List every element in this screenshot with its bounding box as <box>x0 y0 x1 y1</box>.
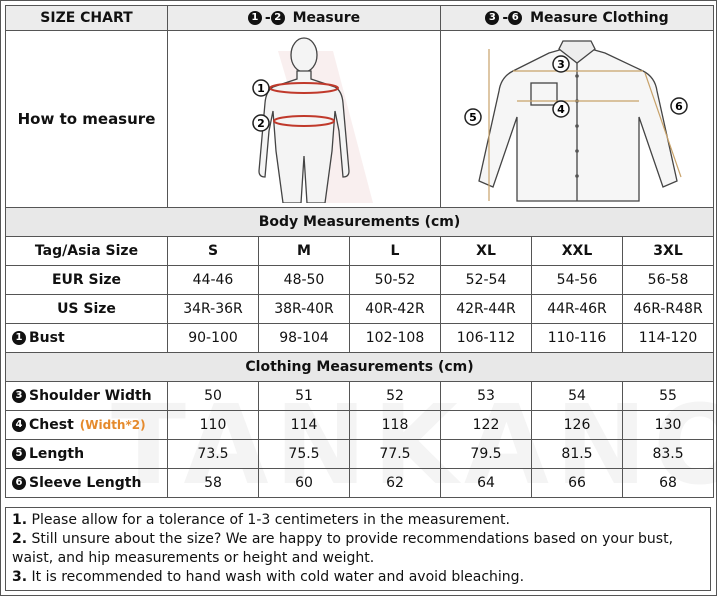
table-row <box>6 382 714 411</box>
row-label-bust <box>6 324 168 353</box>
table-cell: 42R-44R <box>441 295 532 324</box>
table-cell: 55 <box>623 382 714 411</box>
shirt-figure <box>441 31 714 203</box>
marker-3: 3 <box>12 389 26 403</box>
table-cell: 38R-40R <box>259 295 350 324</box>
notes-box <box>5 507 711 591</box>
table-cell: 52 <box>350 382 441 411</box>
table-cell: 64 <box>441 469 532 498</box>
shirt-figure-cell <box>441 31 714 208</box>
marker-6: 6 <box>12 476 26 490</box>
row-label-chest <box>6 411 168 440</box>
table-cell: 73.5 <box>168 440 259 469</box>
marker-1: 1 <box>12 331 26 345</box>
table-cell: 62 <box>350 469 441 498</box>
table-cell: 48-50 <box>259 266 350 295</box>
table-cell: 122 <box>441 411 532 440</box>
row-label-sleeve <box>6 469 168 498</box>
table-cell: 90-100 <box>168 324 259 353</box>
shirt-marker-3: 3 <box>557 58 565 71</box>
note-1: 1. Please allow for a tolerance of 1-3 centimeters in the measurement. <box>12 512 510 528</box>
table-row <box>6 266 714 295</box>
dash: - <box>264 10 271 26</box>
row-label-eur: EUR Size <box>6 266 168 295</box>
measure-header <box>168 6 441 31</box>
size-l: L <box>350 237 441 266</box>
how-to-measure-label: How to measure <box>6 31 168 208</box>
table-cell: 114 <box>259 411 350 440</box>
table-row <box>6 469 714 498</box>
table-cell: 114-120 <box>623 324 714 353</box>
table-cell: 40R-42R <box>350 295 441 324</box>
size-row <box>6 237 714 266</box>
row-label-shoulder <box>6 382 168 411</box>
table-cell: 83.5 <box>623 440 714 469</box>
table-row <box>6 295 714 324</box>
table-cell: 110 <box>168 411 259 440</box>
measure-clothing-label: Measure Clothing <box>530 10 669 26</box>
table-cell: 44R-46R <box>532 295 623 324</box>
size-3xl: 3XL <box>623 237 714 266</box>
marker-6: 6 <box>508 11 522 25</box>
table-cell: 44-46 <box>168 266 259 295</box>
dash: - <box>502 10 509 26</box>
shirt-marker-4: 4 <box>557 103 565 116</box>
table-cell: 106-112 <box>441 324 532 353</box>
table-cell: 50 <box>168 382 259 411</box>
body-figure-cell <box>168 31 441 208</box>
table-cell: 81.5 <box>532 440 623 469</box>
row-label-us: US Size <box>6 295 168 324</box>
table-cell: 68 <box>623 469 714 498</box>
table-cell: 75.5 <box>259 440 350 469</box>
table-row <box>6 411 714 440</box>
table-cell: 34R-36R <box>168 295 259 324</box>
size-chart-title: SIZE CHART <box>6 6 168 31</box>
length-label: Length <box>29 446 85 462</box>
bust-label: Bust <box>29 330 65 346</box>
sleeve-label: Sleeve Length <box>29 475 142 491</box>
row-label-length <box>6 440 168 469</box>
body-marker-1: 1 <box>257 82 265 95</box>
size-s: S <box>168 237 259 266</box>
table-cell: 52-54 <box>441 266 532 295</box>
chest-width-note: (Width*2) <box>79 418 146 432</box>
marker-4: 4 <box>12 418 26 432</box>
table-cell: 54 <box>532 382 623 411</box>
table-row <box>6 324 714 353</box>
table-cell: 126 <box>532 411 623 440</box>
table-cell: 110-116 <box>532 324 623 353</box>
size-xxl: XXL <box>532 237 623 266</box>
marker-1: 1 <box>248 11 262 25</box>
table-cell: 79.5 <box>441 440 532 469</box>
table-cell: 50-52 <box>350 266 441 295</box>
marker-2: 2 <box>271 11 285 25</box>
note-2: 2. Still unsure about the size? We are happy to provide recommendations based on your bust, waist, and hip measurements or height and weight. <box>12 531 674 566</box>
table-cell: 102-108 <box>350 324 441 353</box>
marker-5: 5 <box>12 447 26 461</box>
table-cell: 118 <box>350 411 441 440</box>
table-cell: 77.5 <box>350 440 441 469</box>
table-cell: 58 <box>168 469 259 498</box>
body-figure <box>173 31 435 203</box>
size-chart-table <box>5 5 714 498</box>
size-m: M <box>259 237 350 266</box>
table-cell: 130 <box>623 411 714 440</box>
marker-3: 3 <box>485 11 499 25</box>
chest-label: Chest <box>29 417 74 433</box>
table-cell: 60 <box>259 469 350 498</box>
table-row <box>6 440 714 469</box>
table-cell: 56-58 <box>623 266 714 295</box>
measure-clothing-header <box>441 6 714 31</box>
body-section-title: Body Measurements (cm) <box>6 208 714 237</box>
body-marker-2: 2 <box>257 117 265 130</box>
shirt-marker-6: 6 <box>675 100 683 113</box>
table-cell: 51 <box>259 382 350 411</box>
size-xl: XL <box>441 237 532 266</box>
table-cell: 53 <box>441 382 532 411</box>
size-row-label: Tag/Asia Size <box>6 237 168 266</box>
shoulder-label: Shoulder Width <box>29 388 152 404</box>
clothing-section-title: Clothing Measurements (cm) <box>6 353 714 382</box>
table-cell: 46R-R48R <box>623 295 714 324</box>
table-cell: 54-56 <box>532 266 623 295</box>
measure-label: Measure <box>292 10 361 26</box>
note-3: 3. It is recommended to hand wash with cold water and avoid bleaching. <box>12 569 525 585</box>
table-cell: 98-104 <box>259 324 350 353</box>
table-cell: 66 <box>532 469 623 498</box>
shirt-marker-5: 5 <box>469 111 477 124</box>
